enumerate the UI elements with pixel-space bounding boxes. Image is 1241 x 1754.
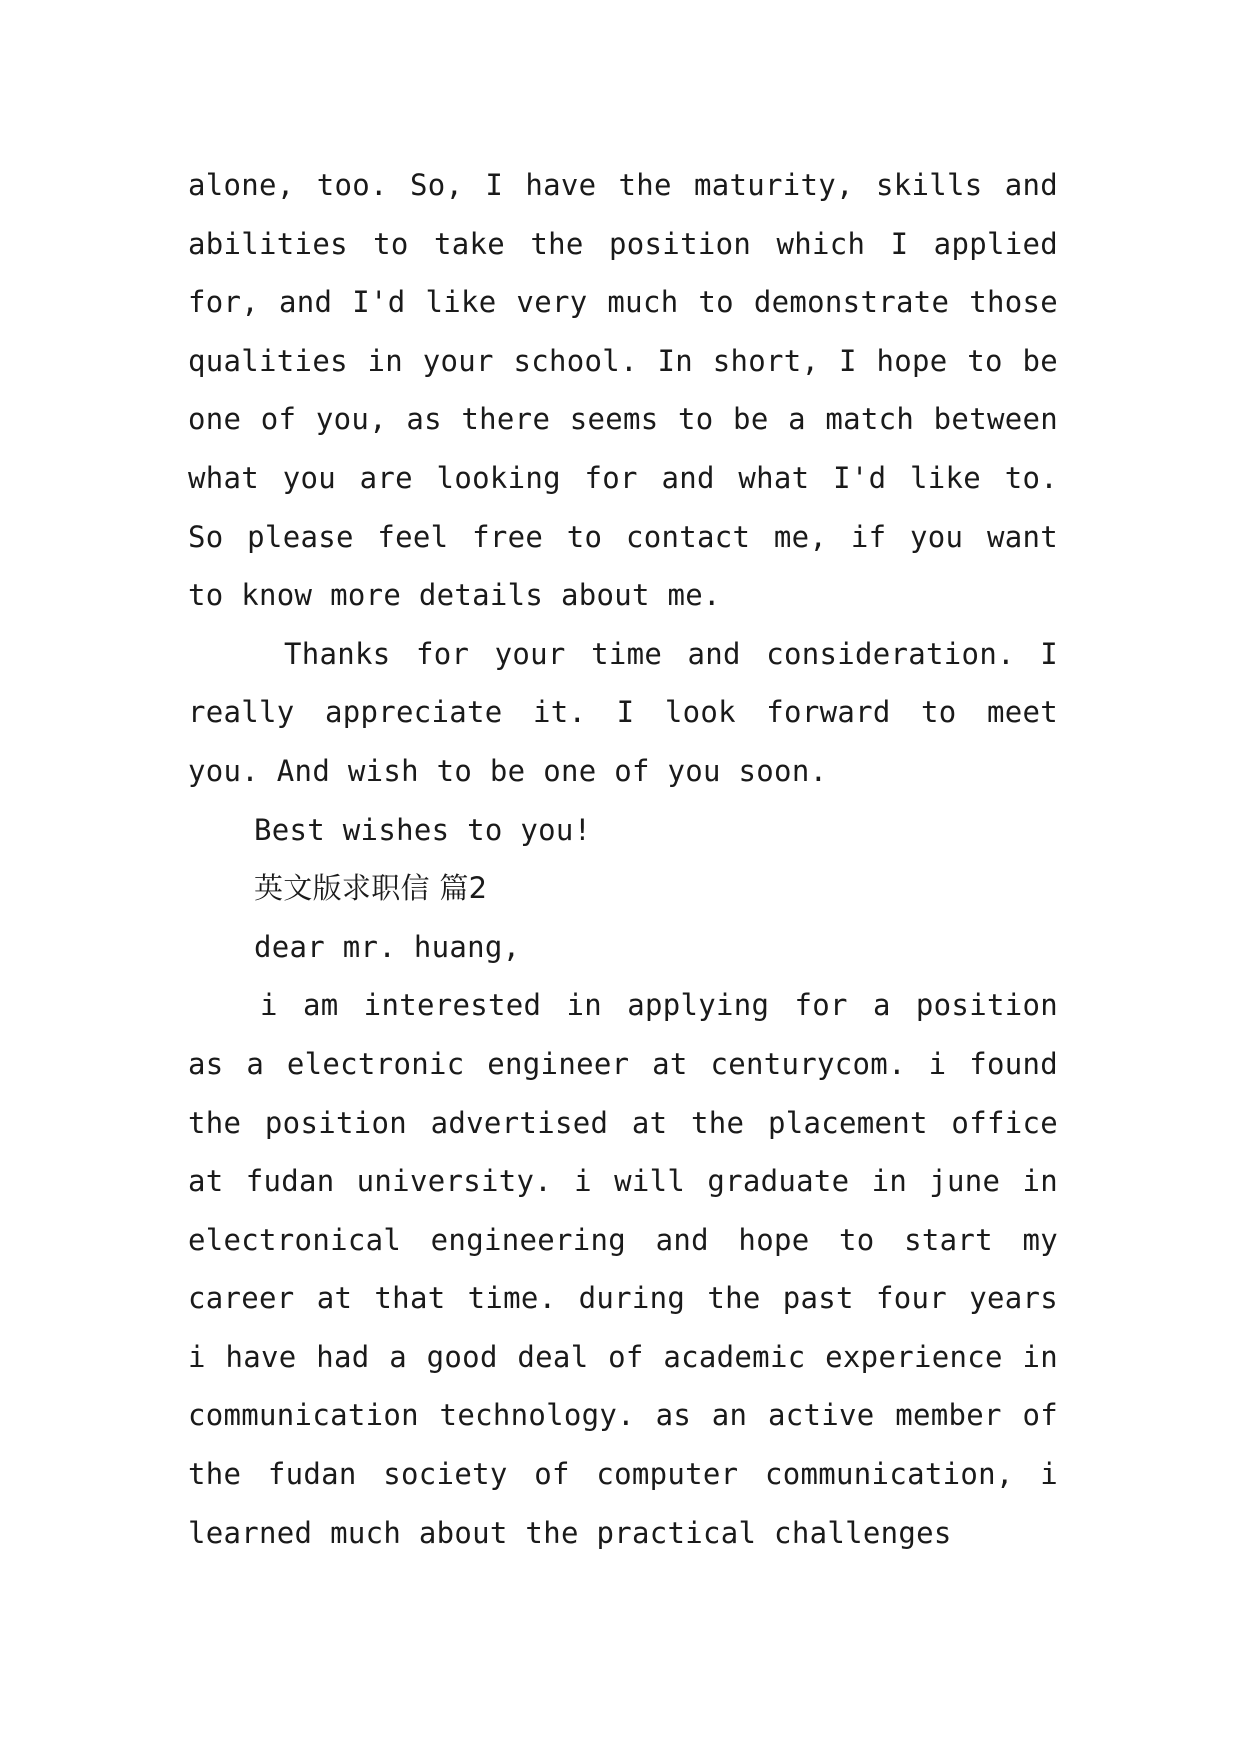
paragraph-body-2: i am interested in applying for a position as a electronic engineer at centurycom. i found the position advertised at the placement office at fudan university. i will graduate in june in electronical engineering and hope to start my career at that time. during the past four years i have had a good deal of academic experience in communication technology. as an active member of the fudan society of computer communication, i learned much about the practical challenges [188, 988, 1058, 1550]
salutation: dear mr. huang, [254, 929, 521, 964]
paragraph-thanks: Thanks for your time and consideration. I really appreciate it. I look forward to meet you. And wish to be one of you soon. [188, 636, 1058, 788]
document-body [188, 156, 1058, 1562]
paragraph-continuation: alone, too. So, I have the maturity, skills and abilities to take the position which I applied for, and I'd like very much to demonstrate those qualities in your school. In short, I hope to be one of you, as there seems to be a match between what you are looking for and what I'd like to. So please feel free to contact me, if you want to know more details about me. [188, 168, 1058, 613]
closing-line: Best wishes to you! [254, 812, 592, 847]
section-heading: 英文版求职信 篇2 [254, 871, 488, 906]
